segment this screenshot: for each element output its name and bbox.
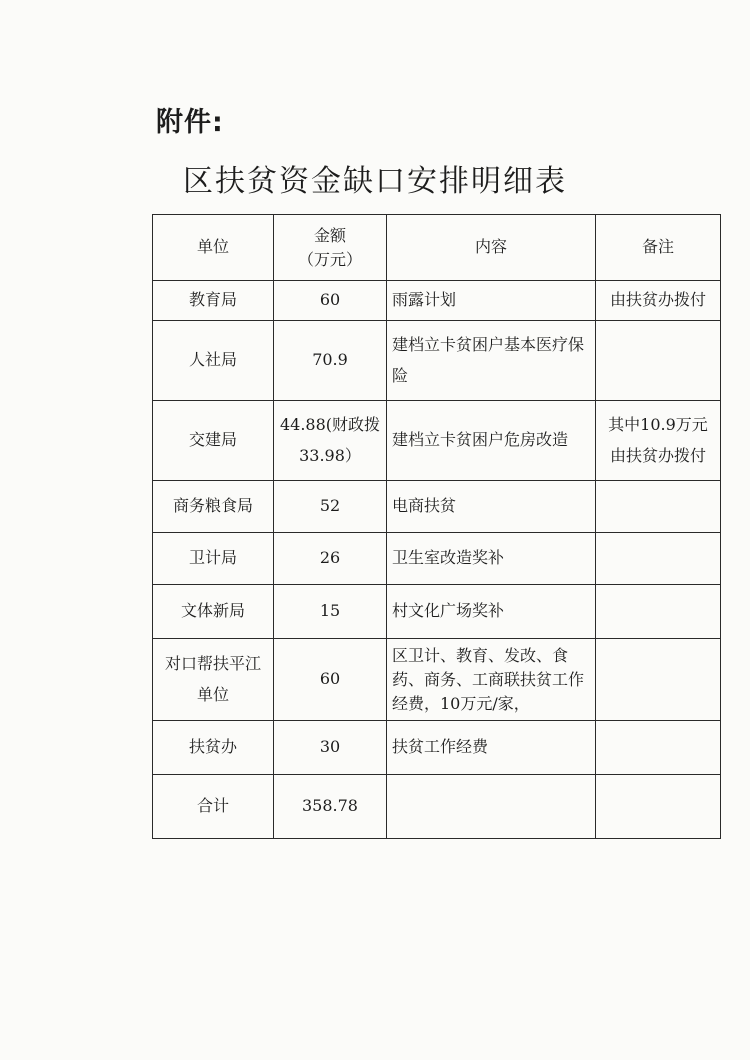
cell-unit: 对口帮扶平江单位	[153, 639, 274, 721]
cell-note	[596, 481, 721, 533]
header-amount: 金额 （万元）	[274, 215, 387, 281]
cell-content: 扶贫工作经费	[387, 721, 596, 775]
table-row	[153, 721, 721, 775]
table-row	[153, 533, 721, 585]
table-row	[153, 585, 721, 639]
cell-amount: 15	[274, 585, 387, 639]
attachment-label: 附件:	[156, 107, 224, 138]
funding-table	[152, 214, 721, 839]
cell-amount: 52	[274, 481, 387, 533]
table-header-row	[153, 215, 721, 281]
cell-content: 建档立卡贫困户危房改造	[387, 401, 596, 481]
header-unit: 单位	[153, 215, 274, 281]
document-title: 区扶贫资金缺口安排明细表	[183, 164, 567, 199]
cell-unit: 合计	[153, 775, 274, 839]
cell-unit: 文体新局	[153, 585, 274, 639]
cell-note	[596, 321, 721, 401]
cell-note: 由扶贫办拨付	[596, 281, 721, 321]
header-content: 内容	[387, 215, 596, 281]
cell-note	[596, 721, 721, 775]
cell-content: 建档立卡贫困户基本医疗保险	[387, 321, 596, 401]
cell-content: 雨露计划	[387, 281, 596, 321]
cell-amount: 358.78	[274, 775, 387, 839]
cell-amount: 70.9	[274, 321, 387, 401]
cell-note	[596, 639, 721, 721]
cell-amount: 30	[274, 721, 387, 775]
table-row	[153, 401, 721, 481]
cell-note	[596, 533, 721, 585]
table-row	[153, 639, 721, 721]
cell-unit: 扶贫办	[153, 721, 274, 775]
cell-content: 卫生室改造奖补	[387, 533, 596, 585]
cell-note	[596, 585, 721, 639]
cell-content: 电商扶贫	[387, 481, 596, 533]
cell-amount: 60	[274, 281, 387, 321]
table-row	[153, 321, 721, 401]
cell-unit: 教育局	[153, 281, 274, 321]
cell-unit: 商务粮食局	[153, 481, 274, 533]
cell-unit: 人社局	[153, 321, 274, 401]
cell-unit: 卫计局	[153, 533, 274, 585]
cell-note: 其中10.9万元由扶贫办拨付	[596, 401, 721, 481]
cell-amount: 44.88(财政拨33.98）	[274, 401, 387, 481]
cell-amount: 60	[274, 639, 387, 721]
table-row	[153, 281, 721, 321]
cell-note	[596, 775, 721, 839]
table-total-row	[153, 775, 721, 839]
cell-unit: 交建局	[153, 401, 274, 481]
cell-content: 村文化广场奖补	[387, 585, 596, 639]
header-note: 备注	[596, 215, 721, 281]
cell-amount: 26	[274, 533, 387, 585]
table-row	[153, 481, 721, 533]
cell-content: 区卫计、教育、发改、食药、商务、工商联扶贫工作经费，10万元/家，	[387, 639, 596, 721]
cell-content	[387, 775, 596, 839]
